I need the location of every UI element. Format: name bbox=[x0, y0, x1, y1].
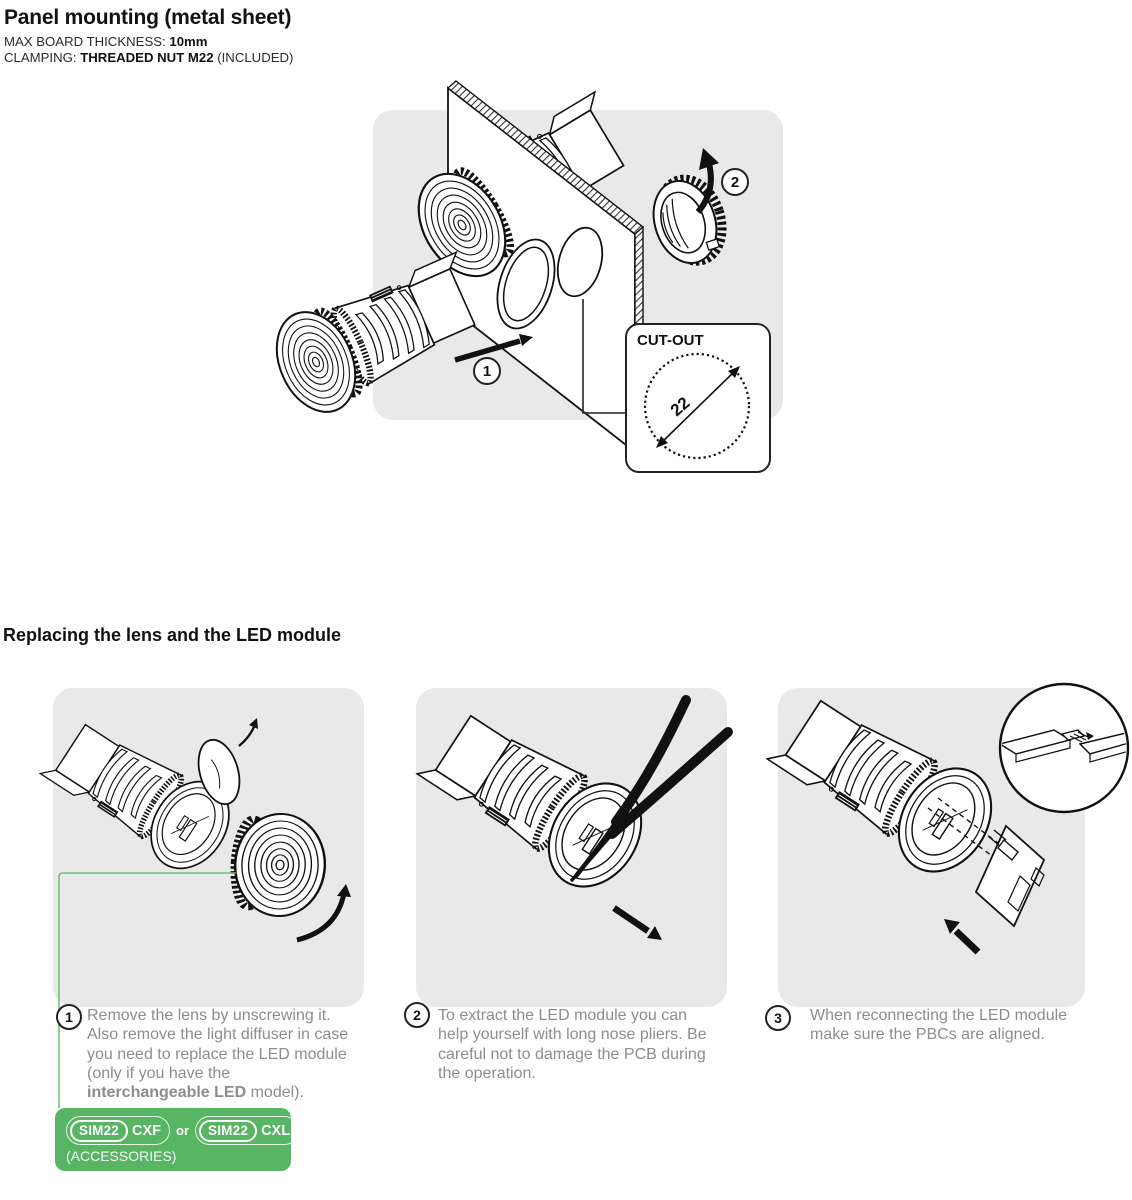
spec-board-thickness: MAX BOARD THICKNESS: 10mm bbox=[4, 34, 208, 49]
step-3-text: When reconnecting the LED module make sure the PBCs are aligned. bbox=[810, 1007, 1068, 1044]
cutout-label: CUT-OUT bbox=[637, 332, 704, 349]
page-title: Panel mounting (metal sheet) bbox=[4, 6, 292, 29]
pcb-alignment-inset bbox=[1000, 684, 1132, 812]
mounting-illustration bbox=[0, 60, 1132, 500]
part-series-badge: SIM22 bbox=[70, 1120, 128, 1142]
step-1-text: Remove the lens by unscrewing it. Also remove the light diffuser in case you need to replace the LED module (only if you have the interchangeable LED model). bbox=[87, 1007, 349, 1102]
accessories-caption: (ACCESSORIES) bbox=[66, 1148, 177, 1164]
cutout-diameter: 22 bbox=[666, 393, 694, 420]
part-series-badge: SIM22 bbox=[199, 1120, 257, 1142]
section-heading: Replacing the lens and the LED module bbox=[3, 625, 342, 645]
step-2-badge: 2 bbox=[404, 1002, 430, 1028]
accessories-box bbox=[55, 1108, 291, 1171]
step-2-text: To extract the LED module you can help yourself with long nose pliers. Be careful not to damage the PCB during the operation. bbox=[438, 1007, 707, 1082]
step-3-illustration bbox=[778, 660, 1132, 1010]
part-numbers-row bbox=[66, 1116, 291, 1145]
cutout-callout bbox=[625, 323, 771, 473]
mounting-step-2-badge: 2 bbox=[721, 168, 749, 196]
part-number-cxf: SIM22 CXF bbox=[66, 1116, 170, 1145]
part-conjunction: or bbox=[176, 1123, 190, 1138]
mounting-step-1-badge: 1 bbox=[473, 357, 501, 385]
step-2-illustration bbox=[416, 688, 727, 1007]
cutout-diagram bbox=[627, 325, 768, 470]
step-1-badge: 1 bbox=[56, 1004, 82, 1030]
step-3-badge: 3 bbox=[765, 1005, 791, 1031]
spec-clamping: CLAMPING: THREADED NUT M22 (INCLUDED) bbox=[4, 50, 294, 65]
part-number-cxl: SIM22 CXL bbox=[195, 1116, 299, 1145]
header bbox=[4, 6, 293, 66]
